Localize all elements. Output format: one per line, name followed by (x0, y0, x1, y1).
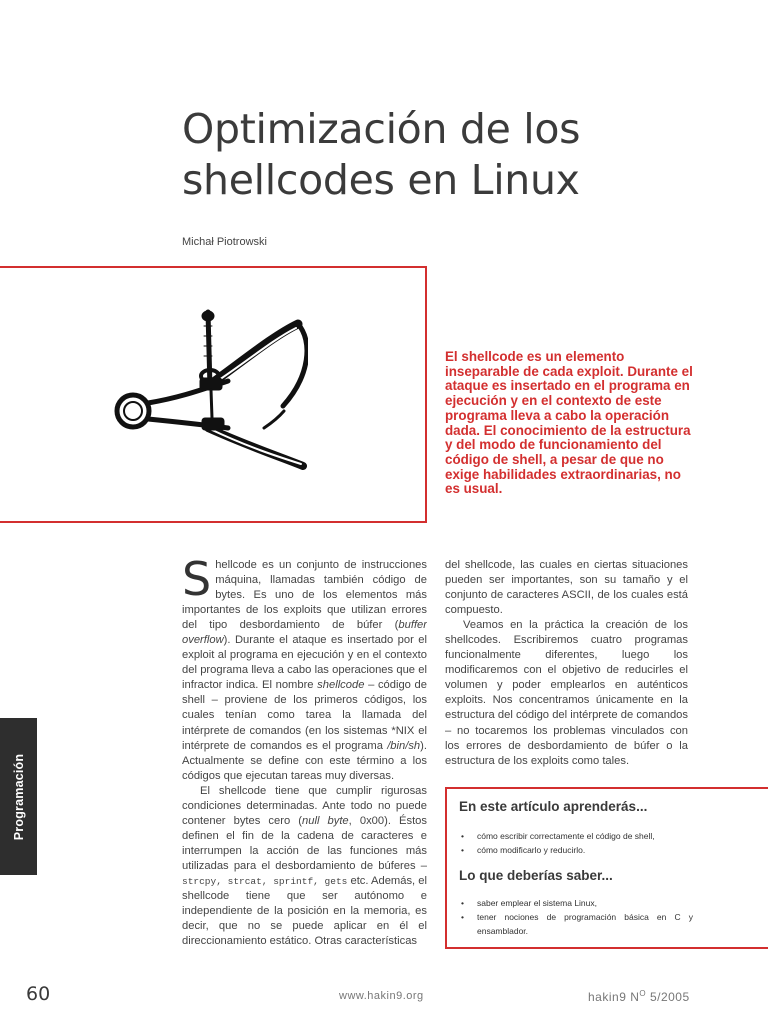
page-number: 60 (26, 983, 51, 1005)
learn-list (461, 829, 693, 857)
body-column-2 (445, 558, 688, 780)
author-byline: Michał Piotrowski (182, 236, 267, 248)
code-functions: strcpy, strcat, sprintf, gets (182, 875, 348, 887)
prerequisites-heading: Lo que deberías saber... (459, 868, 613, 883)
learning-box (445, 787, 768, 949)
footer-url: www.hakin9.org (339, 990, 424, 1002)
body-paragraph: del shellcode, las cuales en ciertas situaciones pueden ser importantes, son su tamaño y el conjunto de caracteres ASCII, de los cuales está compuesto. (445, 559, 688, 617)
caliper-illustration (98, 306, 308, 481)
list-item: • cómo escribir correctamente el código de shell, (461, 829, 693, 843)
title-line-1: Optimización de los (182, 105, 581, 153)
prerequisites-list (461, 896, 693, 938)
section-label: Programación (11, 753, 26, 840)
lead-paragraph: El shellcode es un elemento inseparable de cada exploit. Durante el ataque es insertado en el programa en ejecución y en el contexto de este programa lleva a cabo la operación dada. El conocimiento de la estructura y del modo de funcionamiento del código de shell, a pesar de que no exige habilidades extraordinarias, no es usual. (445, 349, 693, 497)
footer-issue: hakin9 $N^O$ 5/2005 (588, 989, 690, 1004)
body-paragraph: Veamos en la práctica la creación de los shellcodes. Escribiremos cuatro programas funcionalmente diferentes, luego los modificaremos con el objetivo de reducirles el volumen y poder emplearlos en auténticos exploits. Nos concentramos únicamente en la estructura del código del intérprete de comandos – no tocaremos los problemas vinculados con los errores de desbordamiento de búfer o la estructura de los exploits como tales. (445, 619, 688, 767)
illustration-frame (0, 266, 427, 523)
body-paragraph: Shellcode es un conjunto de instrucciones máquina, llamadas también código de bytes. Es uno de los elementos más importantes de los exploits que utilizan errores del tipo desbordamiento de búfer (buffer overflow). Durante el ataque es insertado por el exploit al programa en ejecución y en el contexto del programa lleva a cabo las operaciones que el infractor indica. El nombre shellcode – código de shell – proviene de los primeros códigos, los cuales tenían como tarea la llamada del intérprete de comandos (en los sistemas *NIX el intérprete de comandos es el programa /bin/sh). Actualmente se define con este término a los códigos que ejecutan tareas muy diversas. (182, 558, 427, 782)
body-paragraph: El shellcode tiene que cumplir rigurosas condiciones determinadas. Ante todo no puede contener bytes cero (null byte, 0x00). Éstos definen el fin de la cadena de caracteres e interrumpen la acción de las funciones más utilizadas para el desbordamiento de búferes – strcpy, strcat, sprintf, gets etc. Además, el shellcode tiene que ser autónomo e independiente de la posición en la memoria, es decir, que no se puede aplicar en él el direccionamiento estático. Otras características (182, 784, 427, 948)
body-column-1 (182, 558, 427, 954)
drop-cap: S (182, 558, 212, 606)
article-title (182, 104, 702, 206)
list-item: • tener nociones de programación básica en C y ensamblador. (461, 910, 693, 938)
section-tab (0, 718, 37, 875)
list-item: • cómo modificarlo y reducirlo. (461, 843, 693, 857)
title-line-2: shellcodes en Linux (182, 156, 580, 204)
list-item: • saber emplear el sistema Linux, (461, 896, 693, 910)
learn-heading: En este artículo aprenderás... (459, 799, 648, 814)
